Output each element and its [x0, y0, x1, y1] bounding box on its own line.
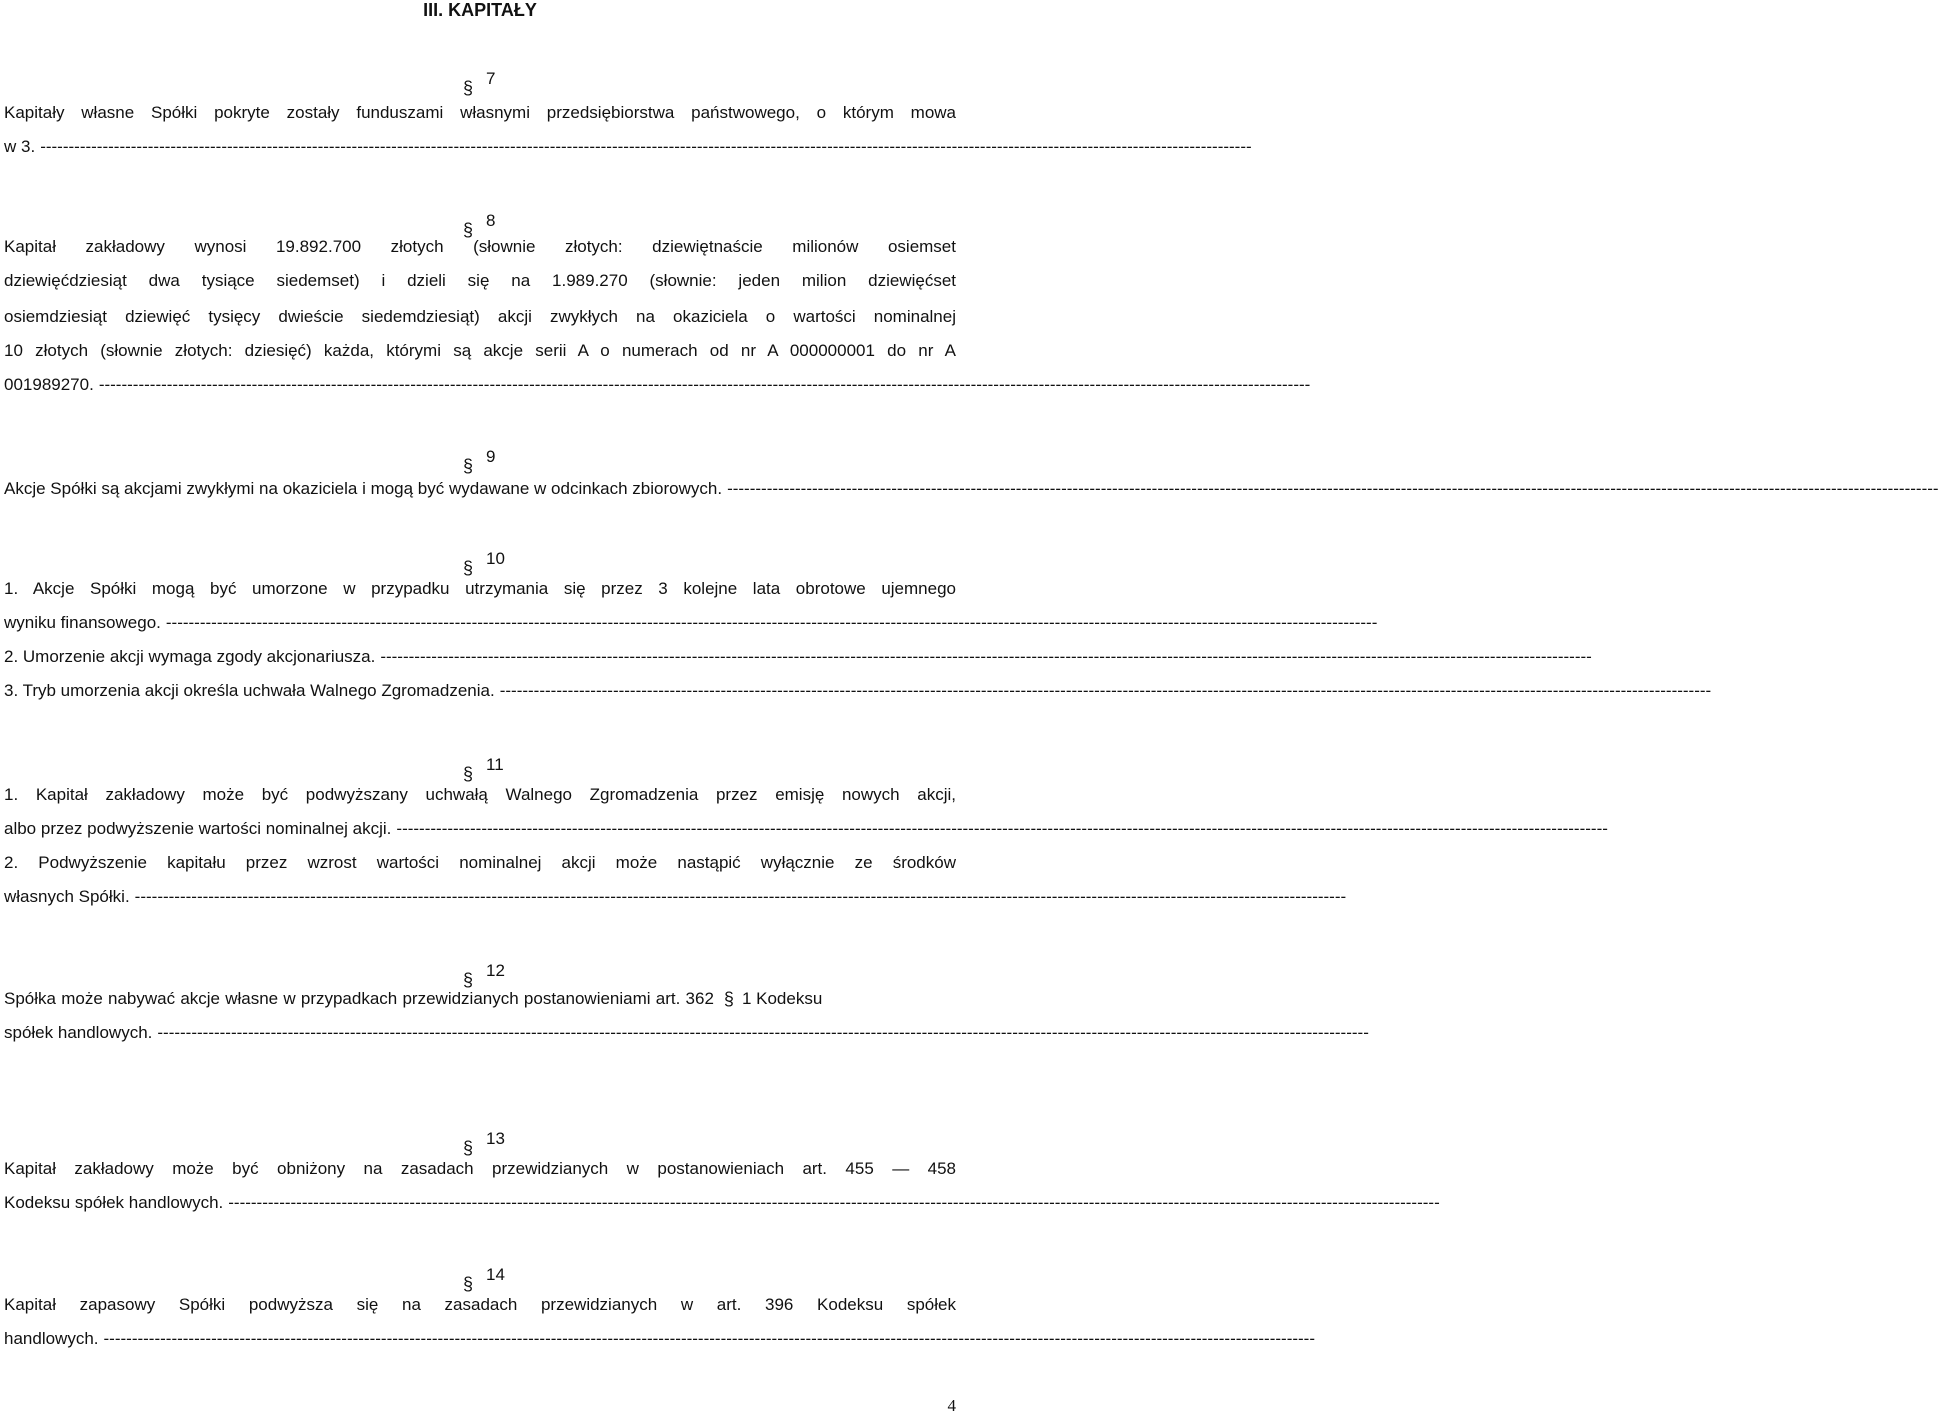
chapter-title: III. KAPITAŁY	[423, 0, 537, 20]
dash-filler: ----------------------------------------------------------------------------------------------------------------------------------------------------------------------------------------------------------------------	[165, 613, 1378, 632]
s7-line1: Kapitały własne Spółki pokryte zostały funduszami własnymi przedsiębiorstwa państwowego, o którym mowa	[4, 103, 956, 122]
dash-filler: ----------------------------------------------------------------------------------------------------------------------------------------------------------------------------------------------------------------------	[727, 479, 1939, 498]
section-symbol: §	[463, 970, 474, 990]
dash-filler: ----------------------------------------------------------------------------------------------------------------------------------------------------------------------------------------------------------------------	[98, 375, 1311, 394]
s12-line2: spółek handlowych. ----------------------------------------------------------------------------------------------------------------------------------------------------------------------------------------------------------------------	[4, 1016, 956, 1050]
dash-filler: ----------------------------------------------------------------------------------------------------------------------------------------------------------------------------------------------------------------------	[228, 1193, 1440, 1212]
s13-line1: Kapitał zakładowy może być obniżony na zasadach przewidzianych w postanowieniach art. 455 — 458	[4, 1159, 956, 1178]
s8-line2: dziewięćdziesiąt dwa tysiące siedemset) i dzieli się na 1.989.270 (słownie: jeden milion dziewięćset	[4, 271, 956, 290]
section-symbol: §	[463, 1138, 474, 1158]
dash-filler: ----------------------------------------------------------------------------------------------------------------------------------------------------------------------------------------------------------------------	[134, 887, 1347, 906]
section-number: 14	[486, 1265, 505, 1284]
s7-line2: w 3. ----------------------------------------------------------------------------------------------------------------------------------------------------------------------------------------------------------------------	[4, 130, 956, 164]
section-number: 11	[486, 755, 504, 774]
section-symbol: §	[463, 78, 474, 98]
dash-filler: ----------------------------------------------------------------------------------------------------------------------------------------------------------------------------------------------------------------------	[380, 647, 1592, 666]
s11-item2-line2: własnych Spółki. ----------------------------------------------------------------------------------------------------------------------------------------------------------------------------------------------------------------------	[4, 880, 956, 914]
section-number: 10	[486, 549, 505, 568]
section-symbol: §	[463, 456, 474, 476]
s8-line4: 10 złotych (słownie złotych: dziesięć) każda, którymi są akcje serii A o numerach od nr A 000000001 do nr A	[4, 341, 956, 360]
section-number: 7	[486, 69, 496, 88]
s12-line1: Spółka może nabywać akcje własne w przypadkach przewidzianych postanowieniami art. 362 § 1 Kodeksu	[4, 982, 956, 1016]
section-symbol: §	[463, 558, 474, 578]
section-symbol: §	[463, 220, 474, 240]
section-number: 12	[486, 961, 505, 980]
dash-filler: ----------------------------------------------------------------------------------------------------------------------------------------------------------------------------------------------------------------------	[396, 819, 1608, 838]
dash-filler: ----------------------------------------------------------------------------------------------------------------------------------------------------------------------------------------------------------------------	[40, 137, 1252, 156]
s14-line1: Kapitał zapasowy Spółki podwyższa się na zasadach przewidzianych w art. 396 Kodeksu spółek	[4, 1295, 956, 1314]
s11-item1-line1: 1. Kapitał zakładowy może być podwyższany uchwałą Walnego Zgromadzenia przez emisję nowych akcji,	[4, 785, 956, 804]
s10-item1-line1: 1. Akcje Spółki mogą być umorzone w przypadku utrzymania się przez 3 kolejne lata obrotowe ujemnego	[4, 579, 956, 598]
s10-item3: 3. Tryb umorzenia akcji określa uchwała Walnego Zgromadzenia. ----------------------------------------------------------------------------------------------------------------------------------------------------------------------------------------------------------------------	[4, 674, 956, 708]
s9-line1: Akcje Spółki są akcjami zwykłymi na okaziciela i mogą być wydawane w odcinkach zbiorowych. ----------------------------------------------------------------------------------------------------------------------------------------------------------------------------------------------------------------------	[4, 472, 956, 506]
dash-filler: ----------------------------------------------------------------------------------------------------------------------------------------------------------------------------------------------------------------------	[499, 681, 1712, 700]
section-symbol: §	[463, 1274, 474, 1294]
s13-line2: Kodeksu spółek handlowych. ----------------------------------------------------------------------------------------------------------------------------------------------------------------------------------------------------------------------	[4, 1186, 956, 1220]
section-number: 13	[486, 1129, 505, 1148]
s14-line2: handlowych. ----------------------------------------------------------------------------------------------------------------------------------------------------------------------------------------------------------------------	[4, 1322, 956, 1356]
page-number: 4	[947, 1396, 956, 1415]
s8-line1: Kapitał zakładowy wynosi 19.892.700 złotych (słownie złotych: dziewiętnaście milionów osiemset	[4, 237, 956, 256]
dash-filler: ----------------------------------------------------------------------------------------------------------------------------------------------------------------------------------------------------------------------	[157, 1023, 1369, 1042]
section-symbol: §	[463, 764, 474, 784]
s10-item1-line2: wyniku finansowego. ----------------------------------------------------------------------------------------------------------------------------------------------------------------------------------------------------------------------	[4, 606, 956, 640]
section-number: 9	[486, 447, 496, 466]
s11-item2-line1: 2. Podwyższenie kapitału przez wzrost wartości nominalnej akcji może nastąpić wyłącznie ze środków	[4, 853, 956, 872]
s8-line5: 001989270. ----------------------------------------------------------------------------------------------------------------------------------------------------------------------------------------------------------------------	[4, 368, 956, 402]
s10-item2: 2. Umorzenie akcji wymaga zgody akcjonariusza. ----------------------------------------------------------------------------------------------------------------------------------------------------------------------------------------------------------------------	[4, 640, 956, 674]
s11-item1-line2: albo przez podwyższenie wartości nominalnej akcji. ----------------------------------------------------------------------------------------------------------------------------------------------------------------------------------------------------------------------	[4, 812, 956, 846]
section-symbol: §	[723, 989, 734, 1009]
section-number: 8	[486, 211, 496, 230]
dash-filler: ----------------------------------------------------------------------------------------------------------------------------------------------------------------------------------------------------------------------	[103, 1329, 1315, 1348]
s8-line3: osiemdziesiąt dziewięć tysięcy dwieście siedemdziesiąt) akcji zwykłych na okaziciela o wartości nominalnej	[4, 307, 956, 326]
